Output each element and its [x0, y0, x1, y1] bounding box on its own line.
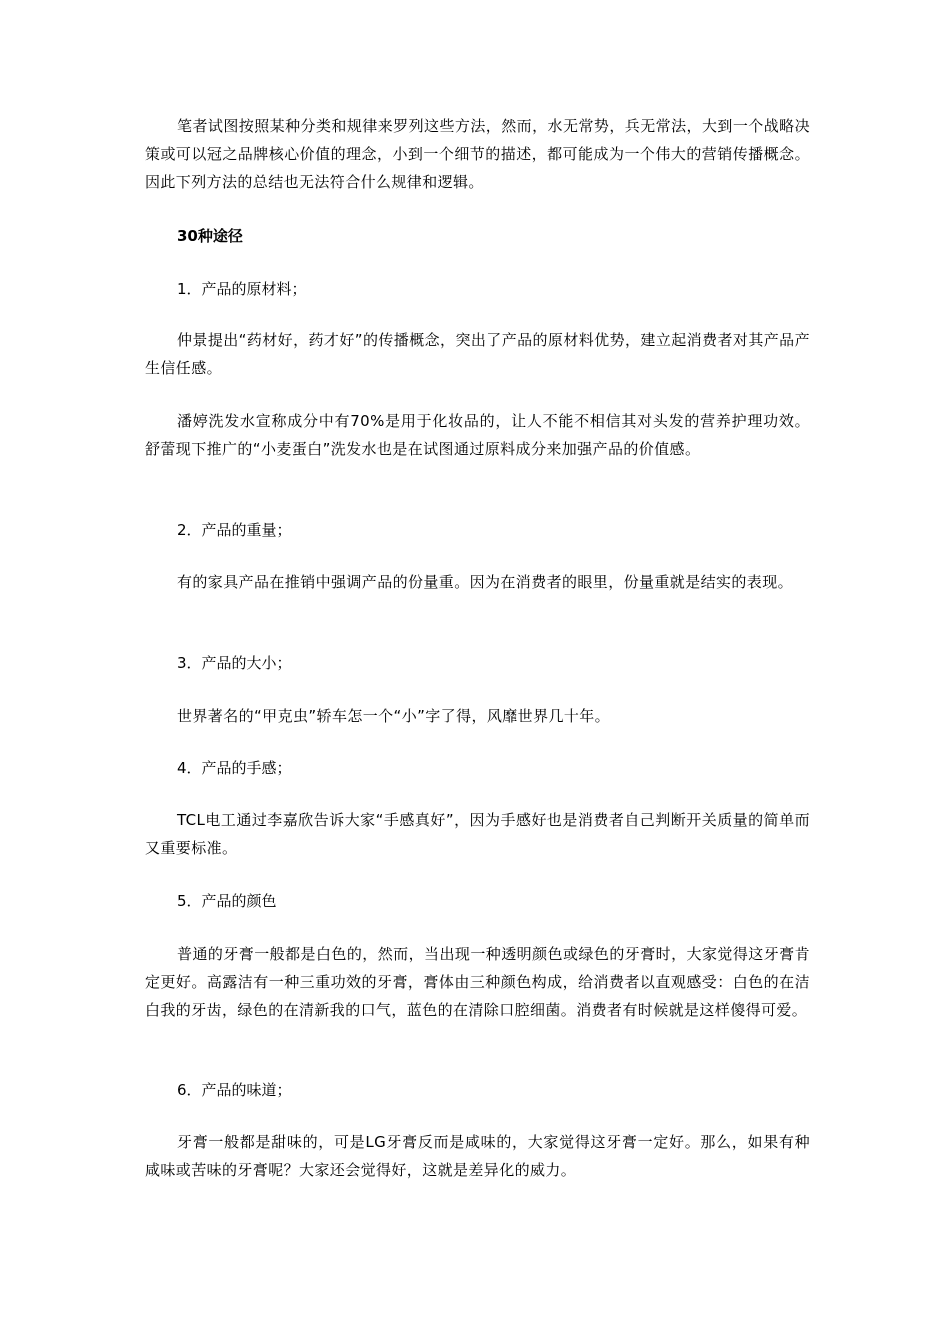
- item-heading-2: 2．产品的重量；: [177, 521, 292, 539]
- item-paragraph-3: 世界著名的“甲克虫”轿车怎一个“小”字了得，风靡世界几十年。: [177, 707, 611, 725]
- item-heading-6: 6．产品的味道；: [177, 1081, 292, 1099]
- item-heading-5: 5．产品的颜色: [177, 892, 277, 910]
- item-paragraph-1a: 仲景提出“药材好，药才好”的传播概念，突出了产品的原材料优势，建立起消费者对其产品产生信任感。: [145, 331, 810, 377]
- intro-paragraph: 笔者试图按照某种分类和规律来罗列这些方法，然而，水无常势，兵无常法，大到一个战略决策或可以冠之品牌核心价值的理念，小到一个细节的描述，都可能成为一个伟大的营销传播概念。因此下列方法的总结也无法符合什么规律和逻辑。: [145, 117, 810, 191]
- item-heading-3: 3．产品的大小；: [177, 654, 292, 672]
- item-heading-1: 1．产品的原材料；: [177, 280, 307, 298]
- section-title: 30种途径: [177, 227, 243, 245]
- item-paragraph-2: 有的家具产品在推销中强调产品的份量重。因为在消费者的眼里，份量重就是结实的表现。: [177, 573, 794, 591]
- item-paragraph-6: 牙膏一般都是甜味的，可是LG牙膏反而是咸味的，大家觉得这牙膏一定好。那么，如果有种咸味或苦味的牙膏呢？大家还会觉得好，这就是差异化的威力。: [145, 1133, 810, 1179]
- item-paragraph-1b: 潘婷洗发水宣称成分中有70%是用于化妆品的，让人不能不相信其对头发的营养护理功效。舒蕾现下推广的“小麦蛋白”洗发水也是在试图通过原料成分来加强产品的价值感。: [145, 412, 810, 458]
- item-heading-4: 4．产品的手感；: [177, 759, 292, 777]
- item-paragraph-5: 普通的牙膏一般都是白色的，然而，当出现一种透明颜色或绿色的牙膏时，大家觉得这牙膏肯定更好。高露洁有一种三重功效的牙膏，膏体由三种颜色构成，给消费者以直观感受：白色的在洁白我的牙齿，绿色的在清新我的口气，蓝色的在清除口腔细菌。消费者有时候就是这样傻得可爱。: [145, 945, 810, 1019]
- item-paragraph-4: TCL电工通过李嘉欣告诉大家“手感真好”，因为手感好也是消费者自己判断开关质量的简单而又重要标准。: [145, 811, 810, 857]
